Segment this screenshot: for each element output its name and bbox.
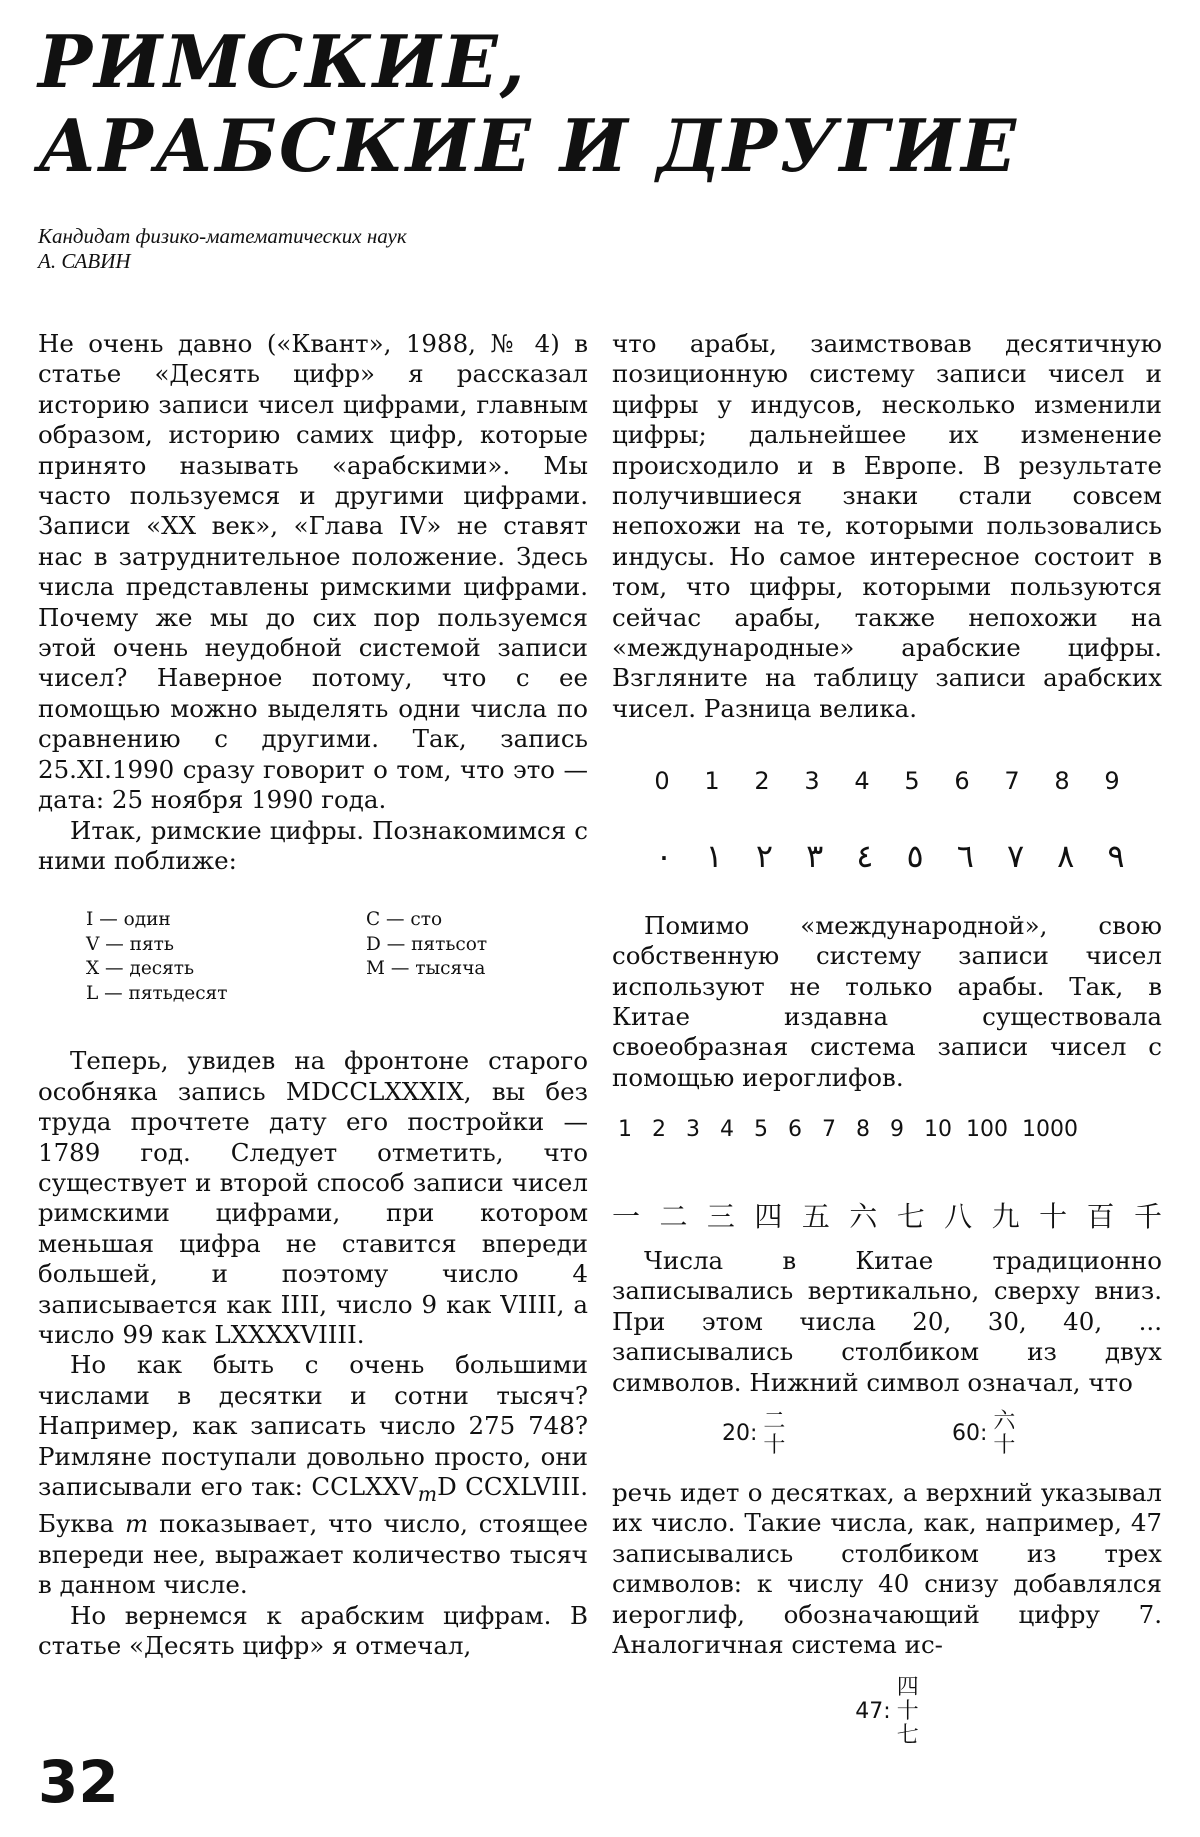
variable-m: m [125,1509,149,1539]
page-number: 32 [38,1748,119,1816]
roman-entry: M — тысяча [366,958,486,980]
digit: 4 [854,767,870,796]
right-column [612,329,1162,1748]
arabic-digit: ٠ [655,837,673,876]
roman-entry: I — один [86,909,171,931]
vertical-glyphs [993,1410,1015,1458]
number: 8 [856,1117,870,1143]
chinese-glyph: 二 [763,1408,786,1434]
paragraph-text: Но как быть с очень большими числами в десятки и сотни тысяч? Например, как записать число 275 748? Римляне поступали довольно просто, они записывали его так: CCLXXV [38,1350,588,1501]
example-label: 47: [855,1699,891,1725]
chinese-glyph: 四 [754,1199,783,1233]
number: 1000 [1022,1117,1078,1143]
chinese-glyph: 九 [991,1199,1020,1233]
arabic-digit: ٥ [906,837,924,876]
number: 10 [924,1117,952,1143]
number: 5 [754,1117,768,1143]
chinese-glyph: 十 [1039,1199,1068,1233]
roman-entry: V — пять [86,933,174,955]
chinese-glyph: 六 [849,1199,878,1233]
paragraph: речь идет о десятках, а верхний указывал их число. Такие числа, как, например, 47 записывались столбиком из трех символов: к числу 40 снизу добавлялся иероглиф, обозначающий цифру 7. Аналогичная система ис- [612,1477,1162,1659]
number: 1 [618,1117,632,1143]
chinese-glyph: 千 [1133,1199,1162,1233]
roman-entry: D — пятьсот [366,933,488,955]
number: 7 [822,1117,836,1143]
arabic-digit: ٧ [1006,837,1025,876]
roman-entry: C — сто [366,909,443,931]
chinese-glyph: 十 [763,1432,786,1458]
arabic-digit: ٣ [806,837,824,876]
digit: 8 [1054,767,1070,796]
title-line-2: АРАБСКИЕ И ДРУГИЕ [38,103,1019,188]
number: 6 [788,1117,802,1143]
paragraph: что арабы, заимствовав десятичную позиционную систему записи чисел и цифры у индусов, несколько изменили цифры; дальнейшее их изменение происходило и в Европе. В результате получившиеся знаки стали совсем непохожи на те, которыми пользовались индусы. Но самое интересное состоит в том, что цифры, которыми пользуются сейчас арабы, также непохожи на «международные» арабские цифры. Взгляните на таблицу записи арабских чисел. Разница велика. [612,329,1162,723]
example-20 [722,1410,785,1458]
digit: 9 [1104,767,1120,796]
roman-entry [366,982,566,1007]
digit: 0 [654,767,670,796]
digit: 6 [954,767,970,796]
chinese-glyph: 十 [896,1699,919,1725]
chinese-examples-row [612,1398,1162,1478]
number: 9 [890,1117,904,1143]
arabic-digit: ٨ [1057,837,1075,876]
example-label: 20: [722,1420,758,1446]
arabic-digit: ٢ [755,837,774,876]
paragraph: Помимо «международной», свою собственную систему записи чисел используют не только арабы. Так, в Китае издавна существовала своеобразная система записи чисел с помощью иероглифов. [612,910,1162,1092]
chinese-glyph: 二 [659,1199,688,1233]
paragraph: Итак, римские цифры. Познакомимся с ними поближе: [38,815,588,875]
byline [38,224,407,274]
vertical-glyphs [897,1676,919,1748]
chinese-glyph: 四 [896,1675,919,1701]
international-digits-row [652,766,1122,796]
digit: 1 [704,767,720,796]
vertical-glyphs [763,1410,785,1458]
arabic-digit: ٦ [956,837,974,876]
chinese-glyph: 三 [706,1199,735,1233]
number: 2 [652,1117,666,1143]
digit: 7 [1004,767,1020,796]
chinese-glyph: 七 [896,1199,925,1233]
roman-entry: L — пятьдесят [86,982,228,1004]
author-name: А. САВИН [38,249,131,273]
number: 4 [720,1117,734,1143]
left-column [38,329,588,1661]
number: 100 [966,1117,1008,1143]
title-line-1: РИМСКИЕ, [38,19,527,104]
arabic-digit: ٤ [856,837,874,876]
paragraph-text: D CCXLVIII. Буква [38,1472,588,1539]
paragraph: Но вернемся к арабским цифрам. В статье «Десять цифр» я отмечал, [38,1600,588,1660]
number: 3 [686,1117,700,1143]
chinese-glyph: 六 [993,1408,1016,1434]
roman-entry: X — десять [86,958,195,980]
chinese-glyph: 五 [801,1199,830,1233]
roman-numerals-table [38,908,588,1006]
chinese-glyph: 七 [896,1723,919,1749]
arabic-digits-row [654,837,1126,877]
article-title [38,20,1018,188]
paragraph: Теперь, увидев на фронтоне старого особняка запись MDCCLXXXIX, вы без труда прочтете дату его постройки — 1789 год. Следует отметить, что существует и второй способ записи чисел римскими цифрами, при котором меньшая цифра не ставится впереди большей, и поэтому число 4 записывается как IIII, число 9 как VIIII, а число 99 как LXXXXVIIII. [38,1046,588,1349]
paragraph [38,1350,588,1600]
digit: 5 [904,767,920,796]
author-title: Кандидат физико-математических наук [38,224,407,248]
chinese-glyph: 十 [993,1432,1016,1458]
paragraph-text: показывает, что число, стоящее впереди нее, выражает количество тысяч в данном числе. [38,1509,589,1600]
chinese-glyphs-row [612,1199,1162,1233]
chinese-glyph: 一 [612,1199,641,1233]
arabic-digit: ١ [705,837,723,876]
digit: 2 [754,767,770,796]
arabic-digit: ٩ [1107,837,1125,876]
example-47 [612,1676,1162,1748]
chinese-glyph: 八 [944,1199,973,1233]
example-60 [952,1410,1015,1458]
chinese-glyph: 百 [1086,1199,1115,1233]
digit: 3 [804,767,820,796]
chinese-numbers-row [618,1115,1162,1145]
paragraph: Не очень давно («Квант», 1988, № 4) в статье «Десять цифр» я рассказал историю записи чисел цифрами, главным образом, историю самих цифр, которые принято называть «арабскими». Мы часто пользуемся и другими цифрами. Записи «XX век», «Глава IV» не ставят нас в затруднительное положение. Здесь числа представлены римскими цифрами. Почему же мы до сих пор пользуемся этой очень неудобной системой записи чисел? Наверное потому, что с ее помощью можно выделять одни числа по сравнению с другими. Так, запись 25.XI.1990 сразу говорит о том, что это — дата: 25 ноября 1990 года. [38,329,588,815]
paragraph: Числа в Китае традиционно записывались вертикально, сверху вниз. При этом числа 20, 30, 40, ... записывались столбиком из двух символов. Нижний символ означал, что [612,1245,1162,1397]
subscript-m: m [417,1481,438,1506]
example-label: 60: [952,1420,988,1446]
